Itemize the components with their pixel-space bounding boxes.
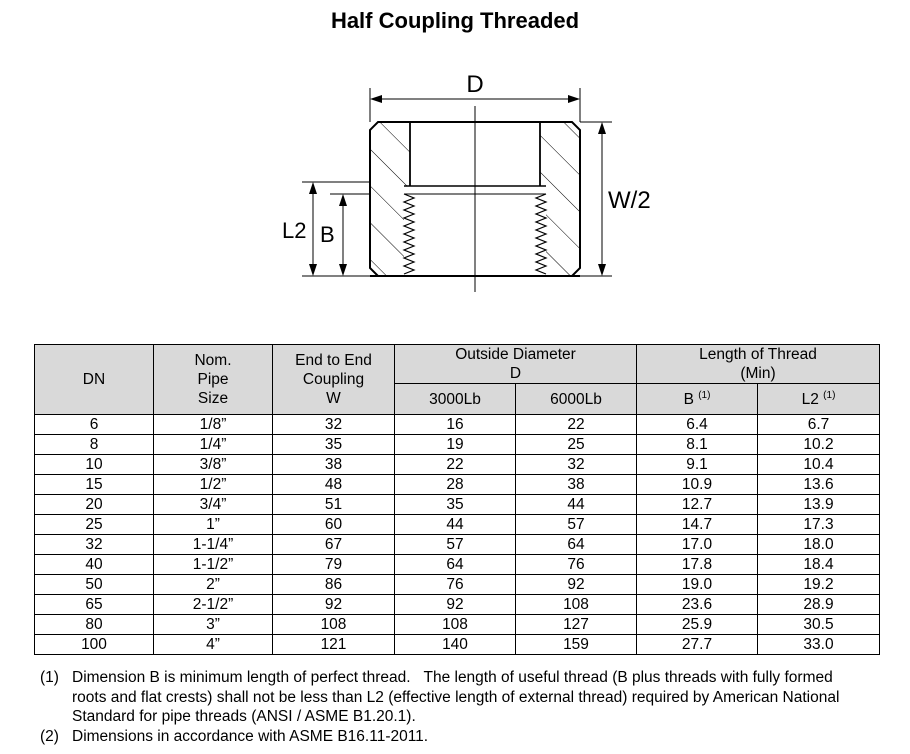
table-cell: 6.7	[758, 415, 880, 435]
page-title: Half Coupling Threaded	[330, 8, 580, 33]
table-cell: 25.9	[637, 615, 758, 635]
table-cell: 20	[35, 495, 154, 515]
table-cell: 44	[516, 495, 637, 515]
table-row	[35, 515, 880, 535]
table-cell: 67	[273, 535, 395, 555]
footnote-number: (2)	[40, 727, 59, 745]
table-cell: 28.9	[758, 595, 880, 615]
table-cell: 50	[35, 575, 154, 595]
table-cell: 3”	[154, 615, 273, 635]
header-b: B $^{(1)}$	[637, 384, 758, 415]
table-cell: 35	[395, 495, 516, 515]
table-cell: 38	[516, 475, 637, 495]
table-cell: 92	[516, 575, 637, 595]
table-cell: 16	[395, 415, 516, 435]
table-cell: 32	[35, 535, 154, 555]
table-cell: 1/8”	[154, 415, 273, 435]
table-cell: 8	[35, 435, 154, 455]
dimension-w2-label: W/2	[608, 187, 651, 214]
header-l2: L2 $^{(1)}$	[758, 384, 880, 415]
header-nominal-pipe-size: Nom. Pipe Size	[154, 345, 273, 415]
footnote	[40, 727, 870, 747]
table-cell: 3/8”	[154, 455, 273, 475]
footnotes	[40, 668, 870, 746]
table-cell: 108	[273, 615, 395, 635]
header-outside-diameter: Outside Diameter D	[395, 345, 637, 384]
table-row	[35, 455, 880, 475]
table-cell: 25	[516, 435, 637, 455]
table-row	[35, 555, 880, 575]
table-row	[35, 635, 880, 655]
table-cell: 79	[273, 555, 395, 575]
table-cell: 2-1/2”	[154, 595, 273, 615]
table-cell: 19.0	[637, 575, 758, 595]
table-cell: 76	[395, 575, 516, 595]
table-row	[35, 575, 880, 595]
table-cell: 108	[395, 615, 516, 635]
table-cell: 22	[516, 415, 637, 435]
header-3000lb: 3000Lb	[395, 384, 516, 415]
table-cell: 6.4	[637, 415, 758, 435]
footnote-number: (1)	[40, 669, 59, 686]
table-cell: 108	[516, 595, 637, 615]
table-cell: 38	[273, 455, 395, 475]
table-cell: 10	[35, 455, 154, 475]
table-cell: 140	[395, 635, 516, 655]
table-cell: 13.9	[758, 495, 880, 515]
table-cell: 57	[395, 535, 516, 555]
table-cell: 1”	[154, 515, 273, 535]
table-cell: 17.3	[758, 515, 880, 535]
dimension-d-label: D	[466, 71, 484, 98]
table-cell: 1-1/4”	[154, 535, 273, 555]
table-cell: 14.7	[637, 515, 758, 535]
table-cell: 15	[35, 475, 154, 495]
table-cell: 40	[35, 555, 154, 575]
header-end-to-end: End to End Coupling W	[273, 345, 395, 415]
footnote-text: Dimensions in accordance with ASME B16.11-2011.	[72, 727, 429, 745]
table-cell: 23.6	[637, 595, 758, 615]
table-cell: 57	[516, 515, 637, 535]
header-length-of-thread: Length of Thread (Min)	[637, 345, 880, 384]
table-cell: 121	[273, 635, 395, 655]
table-cell: 6	[35, 415, 154, 435]
table-cell: 17.8	[637, 555, 758, 575]
table-cell: 18.0	[758, 535, 880, 555]
half-coupling-drawing	[270, 68, 670, 300]
table-cell: 80	[35, 615, 154, 635]
dimension-l2-label: L2	[282, 218, 307, 243]
table-cell: 1/2”	[154, 475, 273, 495]
table-cell: 76	[516, 555, 637, 575]
table-cell: 25	[35, 515, 154, 535]
table-cell: 28	[395, 475, 516, 495]
table-cell: 10.2	[758, 435, 880, 455]
table-cell: 8.1	[637, 435, 758, 455]
table-cell: 32	[516, 455, 637, 475]
table-cell: 35	[273, 435, 395, 455]
table-cell: 159	[516, 635, 637, 655]
table-cell: 1-1/2”	[154, 555, 273, 575]
header-dn: DN	[35, 345, 154, 415]
dimension-b-label: B	[320, 222, 335, 247]
table-cell: 17.0	[637, 535, 758, 555]
table-cell: 19	[395, 435, 516, 455]
table-cell: 10.4	[758, 455, 880, 475]
table-cell: 127	[516, 615, 637, 635]
table-row	[35, 615, 880, 635]
footnote	[40, 668, 870, 727]
footnote-text: Dimension B is minimum length of perfect thread. The length of useful thread (B plus threads with fully formed roots and flat crests) shall not be less than L2 (effective length of external thread) required by American National Standard for pipe threads (ANSI / ASME B1.20.1).	[72, 669, 840, 725]
table-cell: 12.7	[637, 495, 758, 515]
table-cell: 64	[516, 535, 637, 555]
table-cell: 10.9	[637, 475, 758, 495]
table-cell: 18.4	[758, 555, 880, 575]
table-row	[35, 435, 880, 455]
table-cell: 22	[395, 455, 516, 475]
table-cell: 48	[273, 475, 395, 495]
table-cell: 65	[35, 595, 154, 615]
table-cell: 19.2	[758, 575, 880, 595]
table-cell: 2”	[154, 575, 273, 595]
table-row	[35, 495, 880, 515]
table-cell: 92	[273, 595, 395, 615]
table-cell: 33.0	[758, 635, 880, 655]
table-row	[35, 415, 880, 435]
table-cell: 92	[395, 595, 516, 615]
table-cell: 13.6	[758, 475, 880, 495]
table-cell: 51	[273, 495, 395, 515]
table-cell: 64	[395, 555, 516, 575]
table-cell: 60	[273, 515, 395, 535]
table-cell: 86	[273, 575, 395, 595]
table-cell: 1/4”	[154, 435, 273, 455]
table-cell: 3/4”	[154, 495, 273, 515]
table-cell: 30.5	[758, 615, 880, 635]
table-row	[35, 595, 880, 615]
dimension-table	[34, 344, 880, 655]
header-6000lb: 6000Lb	[516, 384, 637, 415]
table-cell: 4”	[154, 635, 273, 655]
table-cell: 27.7	[637, 635, 758, 655]
table-cell: 32	[273, 415, 395, 435]
table-row	[35, 475, 880, 495]
table-cell: 100	[35, 635, 154, 655]
table-cell: 44	[395, 515, 516, 535]
table-cell: 9.1	[637, 455, 758, 475]
table-row	[35, 535, 880, 555]
